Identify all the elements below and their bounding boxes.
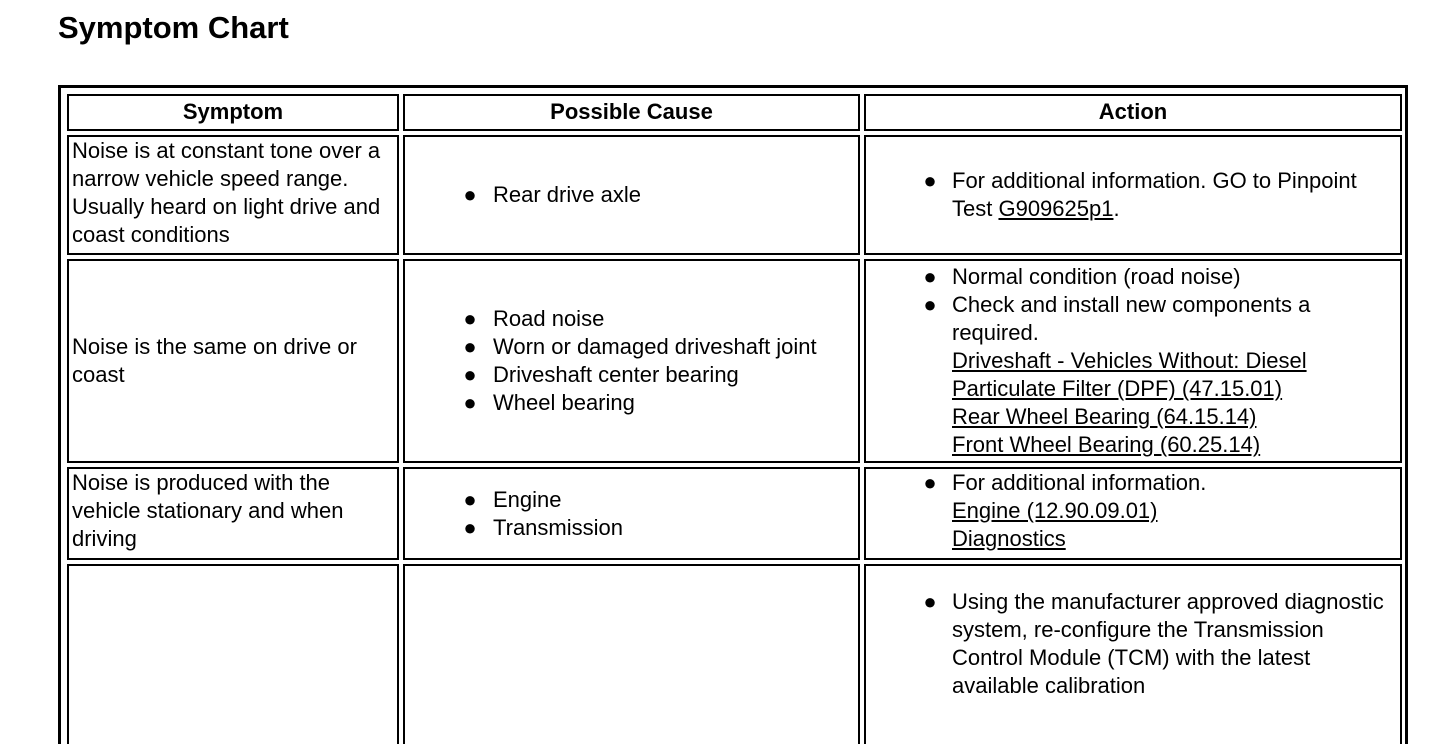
table-row-2-symptom bbox=[67, 259, 399, 463]
action-list bbox=[866, 469, 1400, 553]
list-item bbox=[866, 263, 1400, 291]
list-item bbox=[405, 181, 858, 209]
cause-text: Driveshaft center bearing bbox=[493, 362, 739, 387]
bullet-icon: ● bbox=[923, 470, 937, 495]
driveshaft-link[interactable]: Driveshaft - Vehicles Without: Diesel Particulate Filter (DPF) (47.15.01) bbox=[952, 348, 1307, 401]
bullet-icon: ● bbox=[463, 334, 477, 359]
cause-text: Engine bbox=[493, 486, 562, 512]
list-item bbox=[866, 167, 1400, 223]
action-text: For additional information. GO to Pinpoint Test bbox=[952, 168, 1357, 221]
bullet-icon: ● bbox=[923, 168, 937, 193]
action-list bbox=[866, 263, 1400, 459]
table-row-4-action bbox=[864, 564, 1402, 744]
cause-text: Rear drive axle bbox=[493, 182, 641, 207]
header-possible-cause: Possible Cause bbox=[403, 94, 860, 131]
list-item bbox=[866, 588, 1400, 700]
table-row-4-symptom bbox=[67, 564, 399, 744]
symptom-table bbox=[58, 85, 1408, 744]
cause-text: Transmission bbox=[493, 514, 623, 540]
action-tail: . bbox=[1113, 196, 1120, 221]
list-item bbox=[405, 333, 858, 361]
symptom-text: Noise is the same on drive or coast bbox=[72, 334, 357, 387]
table-row-3-action bbox=[864, 467, 1402, 560]
bullet-icon: ● bbox=[923, 292, 937, 317]
bullet-icon: ● bbox=[463, 362, 477, 387]
action-list bbox=[866, 167, 1400, 223]
table-row-4-cause bbox=[403, 564, 860, 744]
pinpoint-test-link[interactable]: G909625p1 bbox=[998, 196, 1114, 221]
cause-list bbox=[405, 305, 858, 417]
bullet-icon: ● bbox=[463, 514, 477, 540]
table-row-1-cause bbox=[403, 135, 860, 255]
bullet-icon: ● bbox=[923, 264, 937, 289]
bullet-icon: ● bbox=[463, 390, 477, 415]
cause-text: Wheel bearing bbox=[493, 390, 635, 415]
table-row-1-action bbox=[864, 135, 1402, 255]
list-item bbox=[405, 305, 858, 333]
bullet-icon: ● bbox=[463, 486, 477, 512]
action-text: Check and install new components a required. bbox=[952, 292, 1311, 345]
list-item bbox=[405, 486, 858, 514]
diagnostics-link[interactable]: Diagnostics bbox=[952, 526, 1066, 551]
cause-text: Road noise bbox=[493, 306, 605, 331]
list-item bbox=[405, 514, 858, 542]
table-row-1-symptom bbox=[67, 135, 399, 255]
symptom-text: Noise is produced with the vehicle stationary and when driving bbox=[72, 470, 344, 551]
action-text: For additional information. bbox=[952, 470, 1207, 495]
engine-link[interactable]: Engine (12.90.09.01) bbox=[952, 498, 1158, 523]
table-row-3-cause bbox=[403, 467, 860, 560]
header-symptom: Symptom bbox=[67, 94, 399, 131]
cause-list bbox=[405, 181, 858, 209]
table-row-2-action bbox=[864, 259, 1402, 463]
symptom-text: Noise is at constant tone over a narrow vehicle speed range. Usually heard on light drive and coast conditions bbox=[72, 138, 381, 247]
table-row-2-cause bbox=[403, 259, 860, 463]
list-item bbox=[866, 469, 1400, 553]
header-action: Action bbox=[864, 94, 1402, 131]
page-title: Symptom Chart bbox=[58, 10, 289, 45]
table-row-3-symptom bbox=[67, 467, 399, 560]
front-wheel-bearing-link[interactable]: Front Wheel Bearing (60.25.14) bbox=[952, 432, 1261, 457]
action-list bbox=[866, 588, 1400, 700]
list-item bbox=[866, 291, 1400, 459]
bullet-icon: ● bbox=[463, 182, 477, 207]
list-item bbox=[405, 361, 858, 389]
bullet-icon: ● bbox=[923, 589, 937, 614]
cause-text: Worn or damaged driveshaft joint bbox=[493, 334, 817, 359]
action-text: Using the manufacturer approved diagnostic system, re-configure the Transmission Control Module (TCM) with the latest available calibration bbox=[952, 589, 1384, 698]
cause-list bbox=[405, 486, 858, 542]
rear-wheel-bearing-link[interactable]: Rear Wheel Bearing (64.15.14) bbox=[952, 404, 1257, 429]
action-text: Normal condition (road noise) bbox=[952, 264, 1241, 289]
list-item bbox=[405, 389, 858, 417]
bullet-icon: ● bbox=[463, 306, 477, 331]
